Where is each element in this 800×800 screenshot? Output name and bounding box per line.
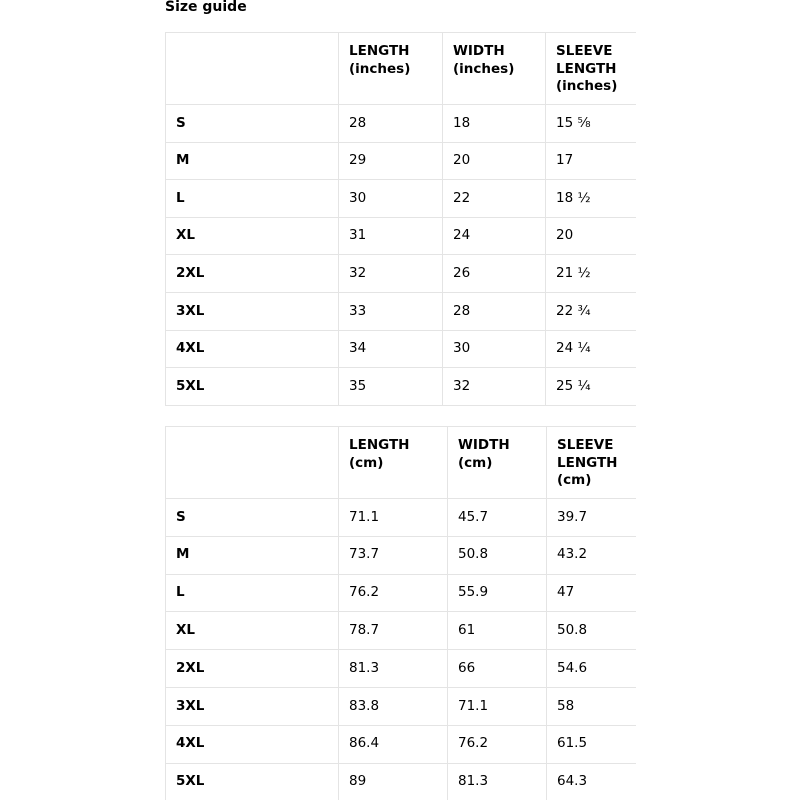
header-cell [443,33,546,105]
measurement-cell: 71.1 [448,687,547,725]
size-label-cell: L [166,180,339,218]
measurement-cell: 43.2 [547,536,636,574]
measurement-cell: 28 [443,292,546,330]
measurement-cell: 20 [443,142,546,180]
measurement-cell: 54.6 [547,650,636,688]
size-label-cell: 5XL [166,763,339,800]
measurement-cell: 21 ½ [546,255,636,293]
table-row [166,536,636,574]
table-row [166,330,636,368]
size-label-cell: 3XL [166,292,339,330]
measurement-cell: 81.3 [448,763,547,800]
measurement-cell: 30 [443,330,546,368]
measurement-cell: 22 ¾ [546,292,636,330]
header-text: (inches) [556,78,618,94]
page-title: Size guide [165,0,247,15]
measurement-cell: 33 [339,292,443,330]
header-cell [448,427,547,499]
measurement-cell: 25 ¼ [546,368,636,406]
header-text: SLEEVE [556,43,613,59]
measurement-cell: 50.8 [547,612,636,650]
measurement-cell: 47 [547,574,636,612]
measurement-cell: 83.8 [339,687,448,725]
table-row [166,763,636,800]
table-row [166,499,636,537]
measurement-cell: 24 [443,217,546,255]
measurement-cell: 86.4 [339,725,448,763]
table-row [166,650,636,688]
header-cell [339,427,448,499]
table-row [166,180,636,218]
measurement-cell: 81.3 [339,650,448,688]
measurement-cell: 31 [339,217,443,255]
header-text: WIDTH [453,43,505,59]
table-row [166,142,636,180]
measurement-cell: 45.7 [448,499,547,537]
size-label-cell: 2XL [166,255,339,293]
measurement-cell: 76.2 [448,725,547,763]
measurement-cell: 28 [339,105,443,143]
measurement-cell: 18 [443,105,546,143]
size-label-cell: 2XL [166,650,339,688]
measurement-cell: 66 [448,650,547,688]
measurement-cell: 15 ⅝ [546,105,636,143]
measurement-cell: 55.9 [448,574,547,612]
header-cell [547,427,636,499]
table-row [166,687,636,725]
table-row [166,292,636,330]
measurement-cell: 26 [443,255,546,293]
measurement-cell: 34 [339,330,443,368]
header-cell-size [166,427,339,499]
measurement-cell: 61 [448,612,547,650]
header-text: WIDTH [458,437,510,453]
table-row [166,217,636,255]
header-text: (inches) [349,60,411,77]
header-text: (cm) [349,454,384,471]
size-label-cell: S [166,105,339,143]
header-cell [546,33,636,105]
table-row [166,255,636,293]
header-text: (cm) [557,472,592,488]
measurement-cell: 24 ¼ [546,330,636,368]
measurement-cell: 58 [547,687,636,725]
table-row [166,725,636,763]
size-label-cell: M [166,142,339,180]
header-cell-size [166,33,339,105]
header-text: (cm) [458,454,493,471]
measurement-cell: 20 [546,217,636,255]
size-label-cell: M [166,536,339,574]
header-text: LENGTH [349,437,410,453]
size-label-cell: 3XL [166,687,339,725]
measurement-cell: 76.2 [339,574,448,612]
table-row [166,612,636,650]
table-header-row [166,427,636,499]
measurement-cell: 71.1 [339,499,448,537]
header-text: LENGTH [556,60,617,77]
size-label-cell: 4XL [166,330,339,368]
table-header-row [166,33,636,105]
size-label-cell: 5XL [166,368,339,406]
measurement-cell: 30 [339,180,443,218]
size-table-cm [165,426,636,800]
measurement-cell: 18 ½ [546,180,636,218]
measurement-cell: 78.7 [339,612,448,650]
measurement-cell: 73.7 [339,536,448,574]
header-text: SLEEVE [557,437,614,453]
measurement-cell: 32 [339,255,443,293]
size-table-inches [165,32,636,406]
size-label-cell: S [166,499,339,537]
measurement-cell: 39.7 [547,499,636,537]
measurement-cell: 17 [546,142,636,180]
table-row [166,574,636,612]
size-label-cell: XL [166,217,339,255]
header-text: LENGTH [349,43,410,59]
size-label-cell: XL [166,612,339,650]
table-row [166,105,636,143]
measurement-cell: 50.8 [448,536,547,574]
measurement-cell: 35 [339,368,443,406]
measurement-cell: 89 [339,763,448,800]
measurement-cell: 61.5 [547,725,636,763]
measurement-cell: 29 [339,142,443,180]
measurement-cell: 32 [443,368,546,406]
measurement-cell: 22 [443,180,546,218]
header-text: (inches) [453,60,515,77]
size-label-cell: 4XL [166,725,339,763]
measurement-cell: 64.3 [547,763,636,800]
header-cell [339,33,443,105]
header-text: LENGTH [557,454,618,471]
table-row [166,368,636,406]
size-label-cell: L [166,574,339,612]
